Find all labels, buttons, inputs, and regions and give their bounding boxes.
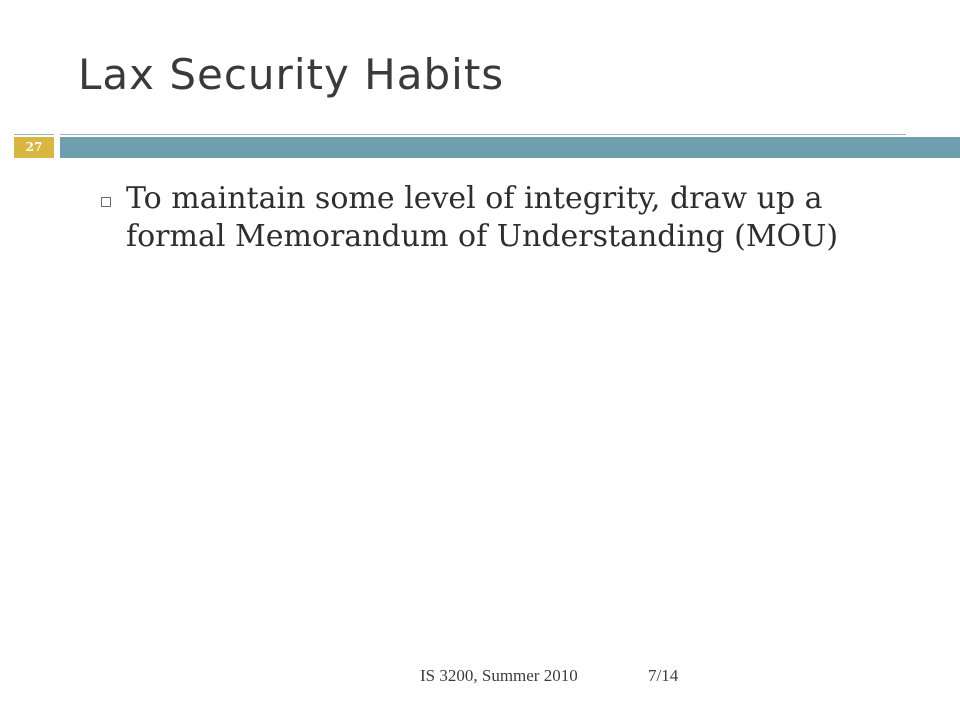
header-bar xyxy=(60,137,960,158)
footer-date: 7/14 xyxy=(648,666,679,685)
divider-line-left xyxy=(14,134,54,135)
slide-title: Lax Security Habits xyxy=(78,50,505,99)
bullet-text: To maintain some level of integrity, draw up a formal Memorandum of Understanding (MOU) xyxy=(126,181,839,254)
divider-line-right xyxy=(60,134,906,135)
square-bullet-icon xyxy=(101,197,111,207)
slide-number-badge: 27 xyxy=(14,137,54,158)
footer-course: IS 3200, Summer 2010 xyxy=(420,666,578,685)
bullet-item xyxy=(101,180,901,256)
